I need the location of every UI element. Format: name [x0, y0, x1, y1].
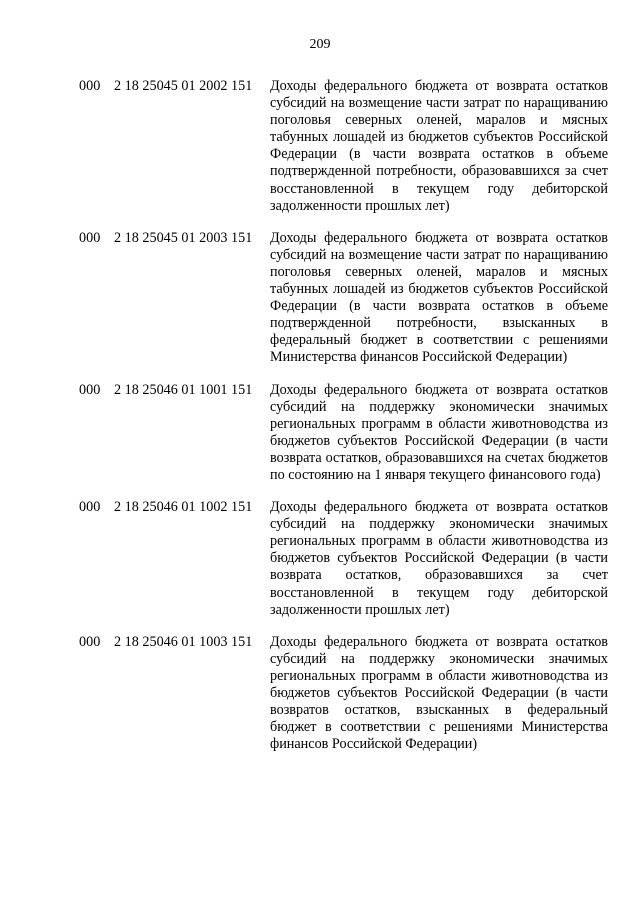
budget-classification-code: 2 18 25046 01 1002 151 — [114, 499, 253, 516]
budget-entry — [79, 499, 609, 619]
budget-classification-code: 2 18 25046 01 1003 151 — [114, 633, 253, 650]
admin-code: 000 — [79, 78, 101, 94]
entry-description: Доходы федерального бюджета от возврата остатков субсидий на поддержку экономически значимых региональных программ в области животноводства из бюджетов субъектов Российской Федерации (в части возвратов остатков, взысканных в федеральный бюджет в соответствии с решениями Министерства финансов Российской Федерации) — [270, 633, 608, 753]
budget-classification-code: 2 18 25045 01 2003 151 — [114, 229, 253, 246]
entry-description: Доходы федерального бюджета от возврата остатков субсидий на возмещение части затрат по наращиванию поголовья северных оленей, маралов и мясных табунных лошадей из бюджетов субъектов Российской Федерации (в части возврата остатков в объеме подтвержденной потребности, образовавшихся за счет восстановленной в текущем году дебиторской задолженности прошлых лет) — [270, 78, 608, 214]
budget-code-list — [79, 78, 609, 768]
page-number: 209 — [309, 37, 331, 52]
admin-code: 000 — [79, 381, 101, 398]
admin-code: 000 — [79, 633, 101, 650]
budget-classification-code: 2 18 25045 01 2002 151 — [114, 78, 253, 94]
entry-description: Доходы федерального бюджета от возврата остатков субсидий на возмещение части затрат по наращиванию поголовья северных оленей, маралов и мясных табунных лошадей из бюджетов субъектов Российской Федерации (в части возврата остатков в объеме подтвержденной потребности, взысканных в федеральный бюджет в соответствии с решениями Министерства финансов Российской Федерации) — [270, 229, 608, 366]
admin-code: 000 — [79, 499, 101, 516]
budget-entry — [79, 230, 609, 367]
budget-classification-code: 2 18 25046 01 1001 151 — [114, 381, 253, 398]
budget-entry — [79, 382, 609, 485]
budget-entry — [79, 78, 609, 215]
budget-entry — [79, 634, 609, 754]
entry-description: Доходы федерального бюджета от возврата остатков субсидий на поддержку экономически значимых региональных программ в области животноводства из бюджетов субъектов Российской Федерации (в части возврата остатков, образовавшихся на счетах бюджетов по состоянию на 1 января текущего финансового года) — [270, 381, 608, 483]
admin-code: 000 — [79, 229, 101, 246]
entry-description: Доходы федерального бюджета от возврата остатков субсидий на поддержку экономически значимых региональных программ в области животноводства из бюджетов субъектов Российской Федерации (в части возврата остатков, образовавшихся за счет восстановленной в текущем году дебиторской задолженности прошлых лет) — [270, 499, 608, 618]
